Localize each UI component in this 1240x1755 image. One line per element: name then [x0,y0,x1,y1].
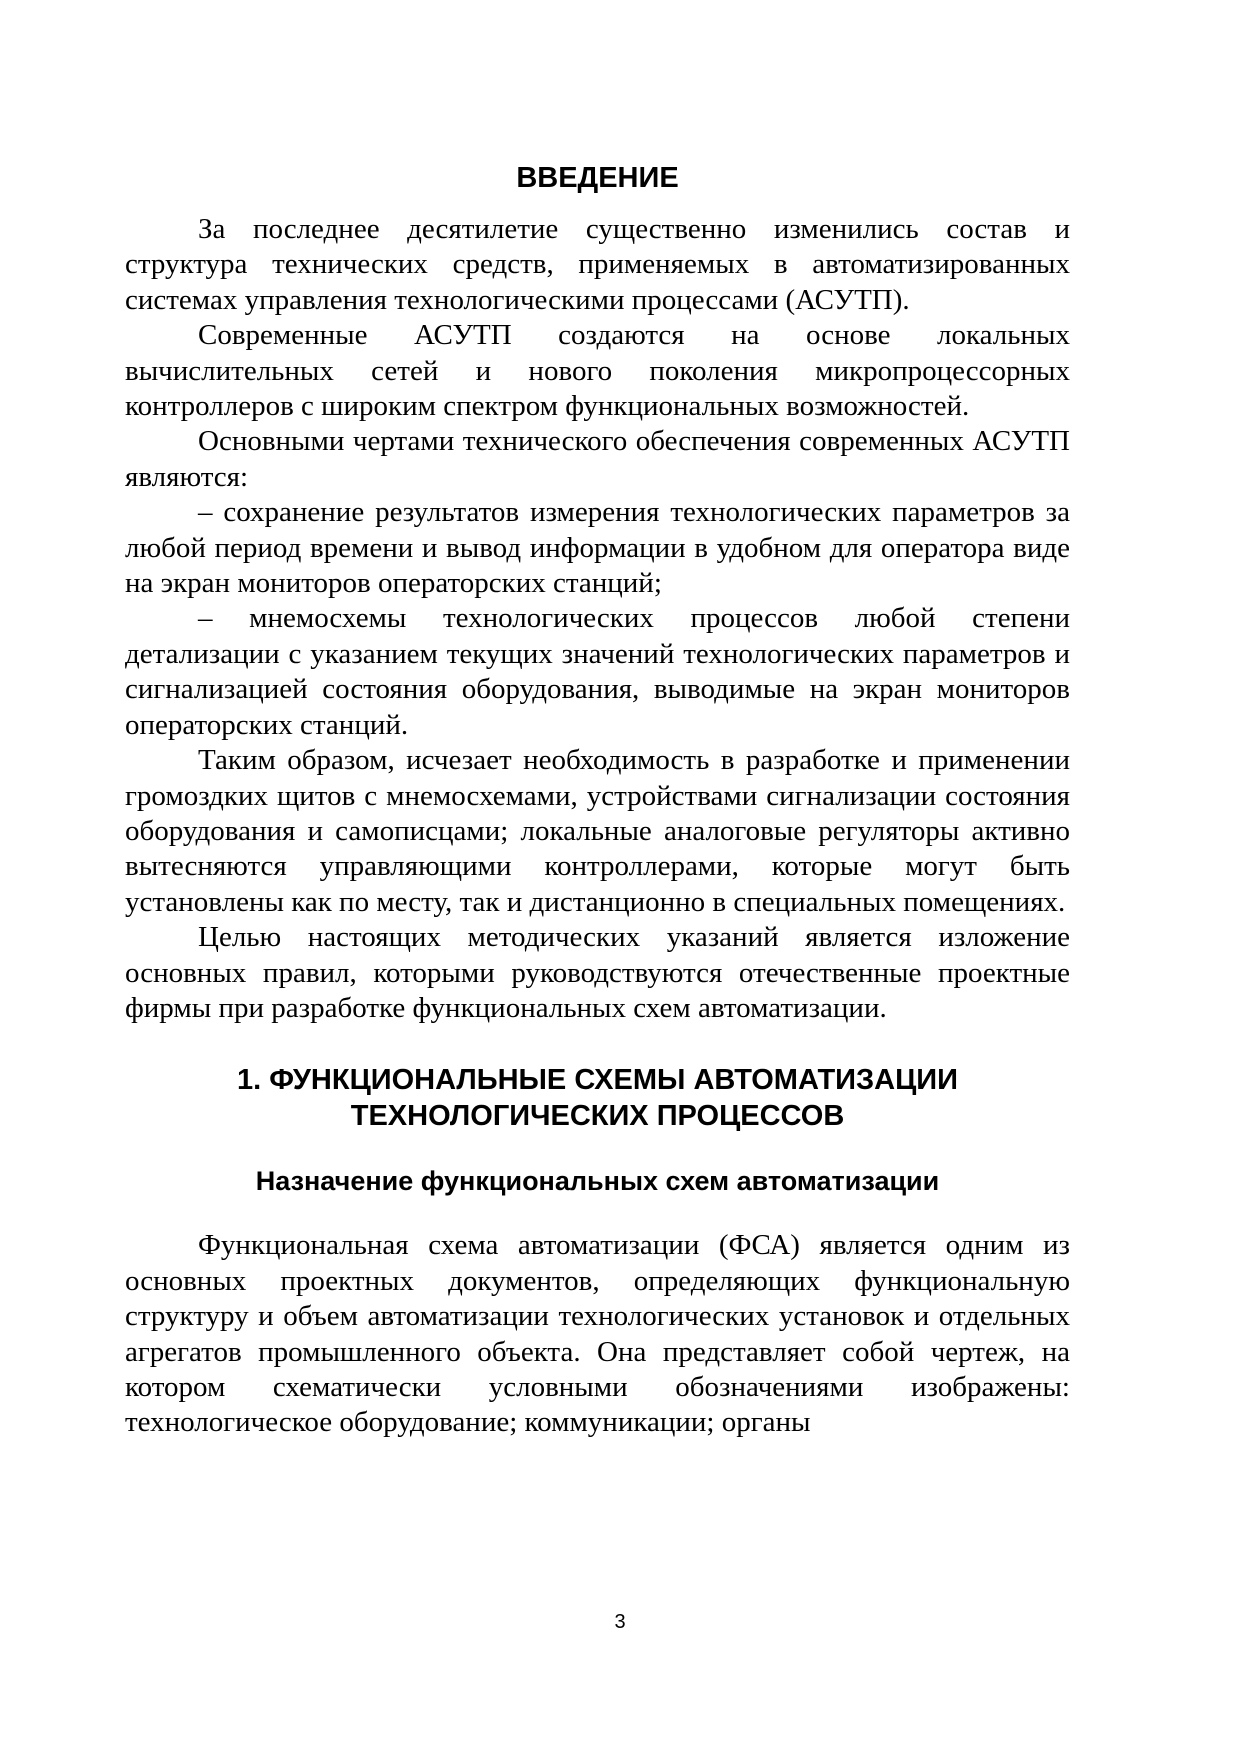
intro-list-item-2: – мнемосхемы технологических процессов любой степени детализации с указанием текущих значений технологических параметров и сигнализацией состояния оборудования, выводимые на экран мониторов операторских станций. [125,602,1070,741]
intro-paragraph-2: Современные АСУТП создаются на основе локальных вычислительных сетей и нового поколения микропроцессорных контроллеров с широким спектром функциональных возможностей. [125,319,1070,423]
section-1-heading-line-1: 1. ФУНКЦИОНАЛЬНЫЕ СХЕМЫ АВТОМАТИЗАЦИИ [237,1064,958,1097]
intro-paragraph-1: За последнее десятилетие существенно изменились состав и структура технических средств, применяемых в автоматизированных системах управления технологическими процессами (АСУТП). [125,213,1070,316]
section-1-subheading: Назначение функциональных схем автоматизации [255,1166,940,1197]
intro-heading: ВВЕДЕНИЕ [516,162,679,194]
page-content [125,160,1070,1441]
intro-paragraph-4: Таким образом, исчезает необходимость в разработке и применении громоздких щитов с мнемосхемами, устройствами сигнализации состояния оборудования и самописцами; локальные аналоговые регуляторы активно вытесняются управляющими контроллерами, которые могут быть установлены как по месту, так и дистанционно в специальных помещениях. [125,744,1070,918]
section-1-heading-line-2: ТЕХНОЛОГИЧЕСКИХ ПРОЦЕССОВ [350,1100,845,1133]
section-1-heading [125,1062,1070,1134]
intro-paragraph-5: Целью настоящих методических указаний является изложение основных правил, которыми руководствуются отечественные проектные фирмы при разработке функциональных схем автоматизации. [125,921,1070,1024]
section-1-paragraph-1: Функциональная схема автоматизации (ФСА) является одним из основных проектных документов, определяющих функциональную структуру и объем автоматизации технологических установок и отдельных агрегатов промышленного объекта. Она представляет собой чертеж, на котором схематически условными обозначениями изображены: технологическое оборудование; коммуникации; органы [125,1229,1070,1439]
intro-list-item-1: – сохранение результатов измерения технологических параметров за любой период времени и вывод информации в удобном для оператора виде на экран мониторов операторских станций; [125,496,1070,600]
intro-paragraph-3: Основными чертами технического обеспечения современных АСУТП являются: [125,425,1070,493]
page-number: 3 [614,1611,626,1633]
